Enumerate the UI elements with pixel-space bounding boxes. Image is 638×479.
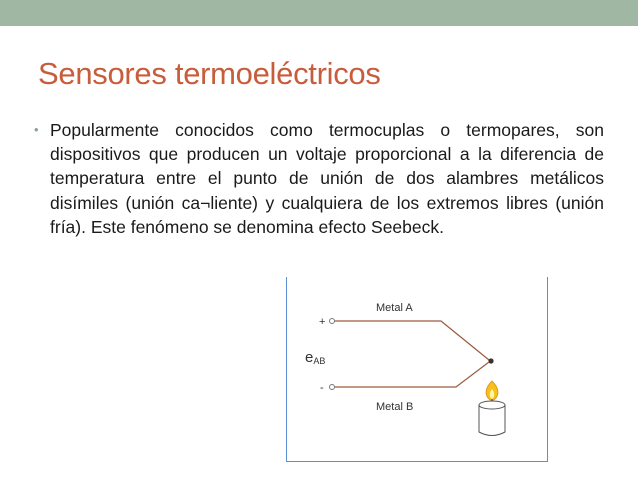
metal-b-label: Metal B <box>376 401 414 413</box>
thermocouple-svg <box>286 277 548 462</box>
plus-terminal-icon <box>330 319 335 324</box>
voltage-subscript: AB <box>313 356 326 366</box>
voltage-main: e <box>305 349 314 366</box>
top-accent-bar <box>0 0 638 26</box>
metal-a-wire <box>335 321 489 360</box>
minus-terminal-icon <box>330 385 335 390</box>
bullet-text: Popularmente conocidos como termocuplas o termopares, son dispositivos que producen un voltaje proporcional a la diferencia de temperatura entre el punto de unión de dos alambres metálicos disímiles (unión ca¬liente) y cualquiera de los extremos libres (unión fría). Este fenómeno se denomina efecto Seebeck. <box>50 120 604 237</box>
candle-icon <box>479 381 505 436</box>
thermocouple-diagram <box>286 277 548 462</box>
metal-b-wire <box>335 362 489 387</box>
bullet-dot-icon: • <box>34 122 39 137</box>
metal-a-label: Metal A <box>376 302 413 314</box>
plus-label: + <box>319 316 326 328</box>
voltage-label <box>305 349 325 366</box>
hot-junction-dot <box>488 358 493 363</box>
minus-label: - <box>320 382 324 394</box>
slide-title: Sensores termoeléctricos <box>38 56 381 91</box>
